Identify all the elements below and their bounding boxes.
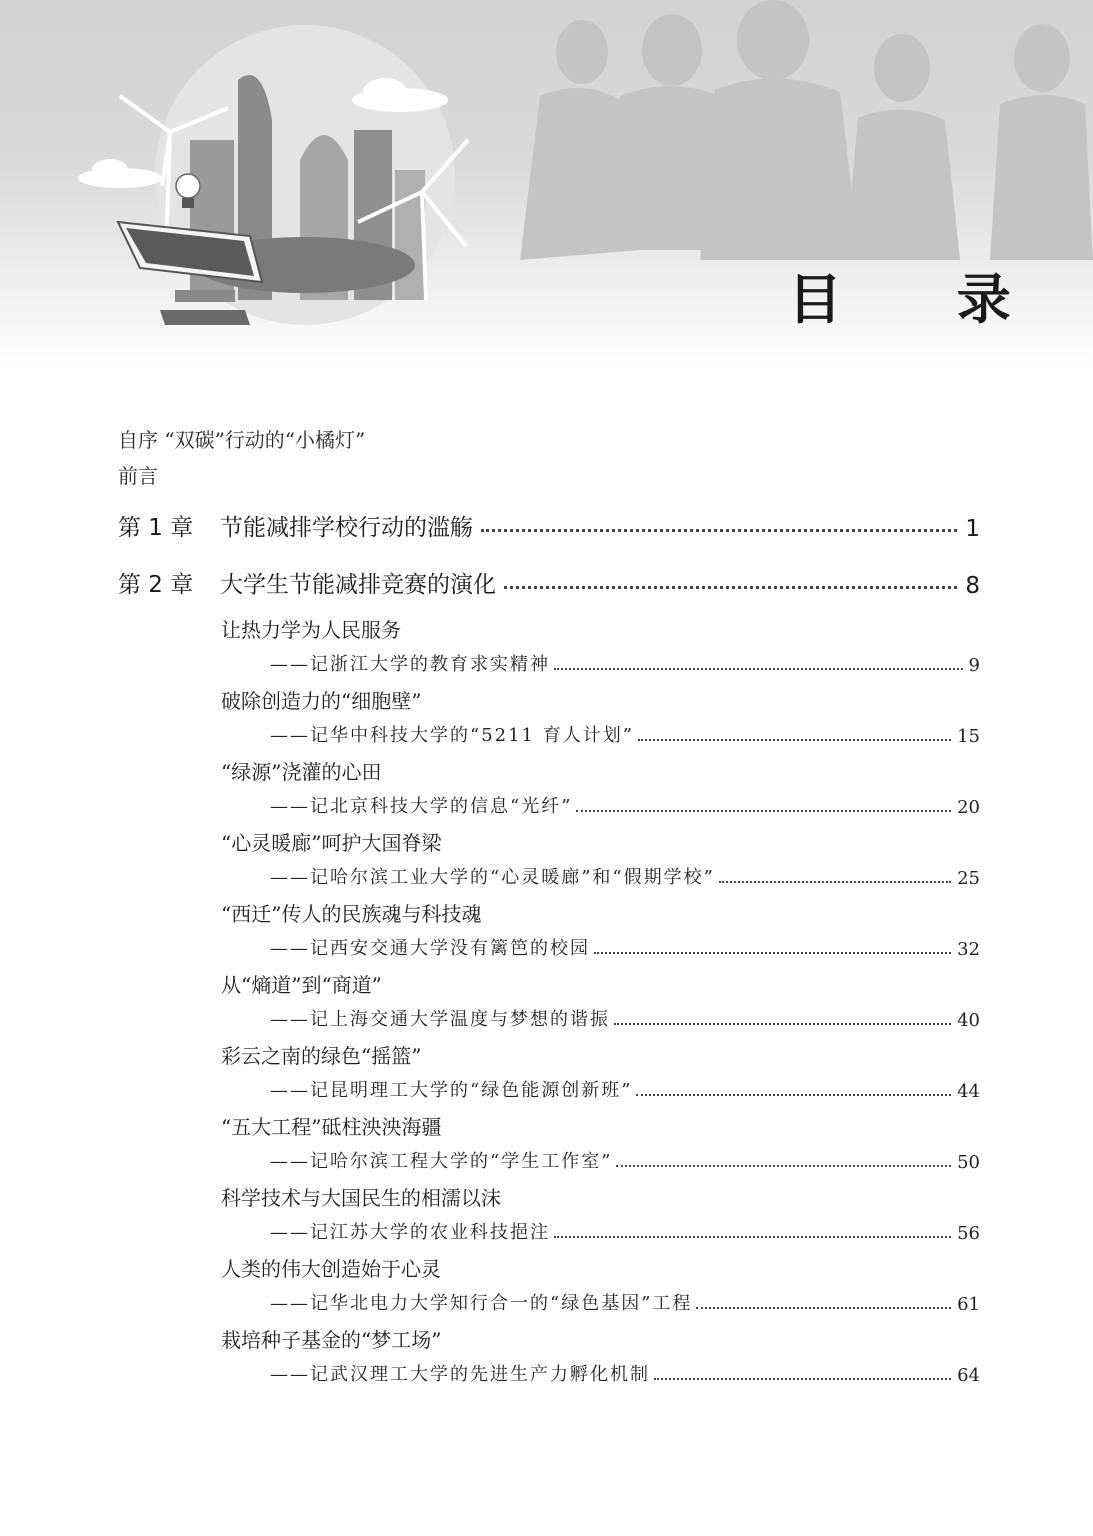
dot-leader xyxy=(696,1307,951,1309)
entry-subtitle-line xyxy=(270,1147,980,1173)
toc-entry[interactable] xyxy=(0,963,1093,1034)
entry-page-number: 25 xyxy=(957,868,980,889)
entry-subtitle-line xyxy=(270,1360,980,1386)
entry-title: 从“熵道”到“商道” xyxy=(221,973,382,997)
entry-subtitle: ——记哈尔滨工业大学的“心灵暖廊”和“假期学校” xyxy=(270,867,715,888)
entry-page-number: 64 xyxy=(957,1365,980,1386)
dot-leader xyxy=(614,1023,951,1025)
toc-entry[interactable] xyxy=(0,1105,1093,1176)
entry-title: 栽培种子基金的“梦工场” xyxy=(221,1328,442,1352)
entry-title: 彩云之南的绿色“摇篮” xyxy=(221,1044,422,1068)
entry-subtitle-line xyxy=(270,863,980,889)
entry-subtitle-line xyxy=(270,1289,980,1315)
city-skyline-icon xyxy=(155,25,455,325)
entry-title: “西迁”传人的民族魂与科技魂 xyxy=(221,902,482,926)
toc-entry[interactable] xyxy=(0,608,1093,679)
entry-subtitle-line xyxy=(270,721,980,747)
dot-leader xyxy=(616,1165,951,1167)
entry-subtitle: ——记西安交通大学没有篱笆的校园 xyxy=(270,938,590,959)
entry-title: “心灵暖廊”呵护大国脊梁 xyxy=(221,831,442,855)
dot-leader xyxy=(594,952,951,954)
entry-subtitle: ——记武汉理工大学的先进生产力孵化机制 xyxy=(270,1364,650,1385)
toc-entry[interactable] xyxy=(0,1034,1093,1105)
dot-leader xyxy=(576,810,951,812)
chapter-title: 节能减排学校行动的滥觞 xyxy=(220,515,473,541)
dot-leader xyxy=(654,1378,951,1380)
entry-subtitle-line xyxy=(270,650,980,676)
chapter-title: 大学生节能减排竞赛的演化 xyxy=(220,572,496,598)
entry-title: “五大工程”砥柱泱泱海疆 xyxy=(221,1115,442,1139)
entry-page-number: 9 xyxy=(968,655,980,676)
entry-subtitle-line xyxy=(270,1218,980,1244)
entry-title: “绿源”浇灌的心田 xyxy=(221,760,382,784)
chapter-number: 第 1 章 xyxy=(118,515,194,541)
front-matter-foreword: 前言 xyxy=(118,464,158,488)
dot-leader xyxy=(719,881,951,883)
entry-page-number: 56 xyxy=(957,1223,980,1244)
entry-subtitle: ——记北京科技大学的信息“光纤” xyxy=(270,796,573,817)
people-silhouette-icon xyxy=(520,0,1093,260)
entry-title: 破除创造力的“细胞壁” xyxy=(221,689,422,713)
toc-entry[interactable] xyxy=(0,1318,1093,1389)
chapter-page-number: 8 xyxy=(965,573,980,599)
page-title: 目 录 xyxy=(788,268,1059,331)
chapter-number: 第 2 章 xyxy=(118,572,194,598)
dot-leader xyxy=(554,1236,951,1238)
entry-page-number: 40 xyxy=(957,1010,980,1031)
toc-entry[interactable] xyxy=(0,1247,1093,1318)
entry-subtitle-line xyxy=(270,792,980,818)
entry-subtitle: ——记哈尔滨工程大学的“学生工作室” xyxy=(270,1151,613,1172)
entry-page-number: 32 xyxy=(957,939,980,960)
entry-page-number: 15 xyxy=(957,726,980,747)
toc-entry[interactable] xyxy=(0,679,1093,750)
dot-leader xyxy=(504,586,957,589)
entry-subtitle: ——记上海交通大学温度与梦想的谐振 xyxy=(270,1009,610,1030)
entry-title: 人类的伟大创造始于心灵 xyxy=(221,1257,441,1281)
front-matter-preface: 自序 “双碳”行动的“小橘灯” xyxy=(118,428,366,452)
entry-page-number: 61 xyxy=(957,1294,980,1315)
entry-subtitle-line xyxy=(270,1076,980,1102)
toc-entry[interactable] xyxy=(0,1176,1093,1247)
dot-leader xyxy=(638,739,951,741)
entry-title: 让热力学为人民服务 xyxy=(221,618,401,642)
chapter-page-number: 1 xyxy=(965,516,980,542)
dot-leader xyxy=(636,1094,951,1096)
entry-subtitle: ——记昆明理工大学的“绿色能源创新班” xyxy=(270,1080,633,1101)
dot-leader xyxy=(481,529,957,532)
toc-entry[interactable] xyxy=(0,750,1093,821)
entry-page-number: 50 xyxy=(957,1152,980,1173)
toc-entry[interactable] xyxy=(0,821,1093,892)
toc-chapter-1[interactable] xyxy=(118,506,980,542)
toc-chapter-2[interactable] xyxy=(118,563,980,599)
entry-page-number: 20 xyxy=(957,797,980,818)
entry-subtitle-line xyxy=(270,934,980,960)
entry-subtitle-line xyxy=(270,1005,980,1031)
entry-subtitle: ——记江苏大学的农业科技挹注 xyxy=(270,1222,550,1243)
entry-page-number: 44 xyxy=(957,1081,980,1102)
dot-leader xyxy=(554,668,963,670)
entry-title: 科学技术与大国民生的相濡以沫 xyxy=(221,1186,501,1210)
entry-subtitle: ——记华北电力大学知行合一的“绿色基因”工程 xyxy=(270,1293,693,1314)
entry-subtitle: ——记浙江大学的教育求实精神 xyxy=(270,654,550,675)
toc-entry[interactable] xyxy=(0,892,1093,963)
header-banner xyxy=(0,0,1093,370)
entry-subtitle: ——记华中科技大学的“5211 育人计划” xyxy=(270,725,634,746)
